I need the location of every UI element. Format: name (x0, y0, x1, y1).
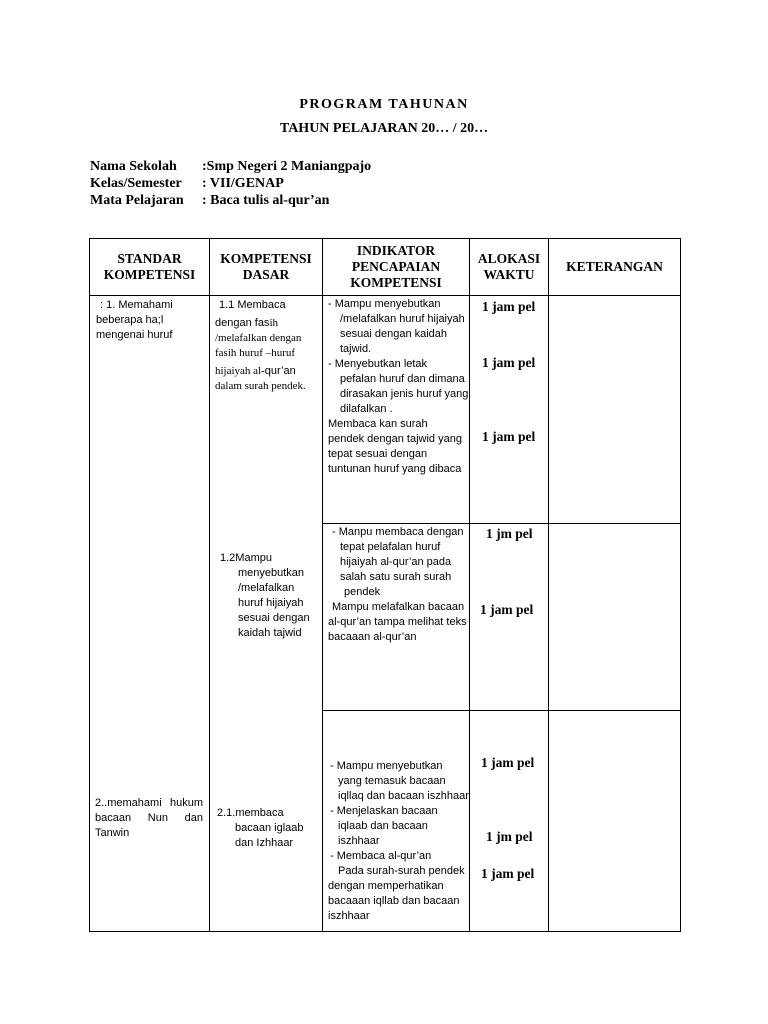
text-fragment: qur’an (264, 365, 296, 377)
text-line (215, 361, 306, 379)
alokasi-value: 1 jam pel (481, 755, 535, 770)
word: bacaan (95, 812, 132, 824)
text-line: Tanwin (95, 827, 130, 839)
table-header-row (90, 239, 681, 296)
text-line: 1.2Mampu (220, 552, 272, 564)
cell-indikator-1 (323, 296, 470, 524)
cell-alokasi-2 (470, 524, 549, 711)
word: Nun (147, 812, 168, 824)
text-line: - Menjelaskan bacaan (330, 805, 438, 817)
header-line: ALOKASI (477, 251, 541, 266)
info-row-subject (90, 192, 371, 209)
alokasi-value: 1 jam pel (482, 355, 536, 370)
info-row-school (90, 158, 371, 175)
cell-indikator-2 (323, 524, 470, 711)
cell-keterangan-3 (549, 711, 681, 932)
alokasi-value: 1 jm pel (486, 526, 533, 541)
text-line: huruf hijaiyah (238, 597, 304, 609)
info-value: :Smp Negeri 2 Maniangpajo (202, 159, 372, 174)
text-line (95, 796, 203, 811)
text-line: - Menyebutkan letak (328, 358, 428, 370)
text-line (215, 313, 306, 331)
text-fragment: dengan fas (215, 317, 270, 329)
header-line: INDIKATOR (356, 243, 436, 258)
info-row-class (90, 175, 371, 192)
info-value: : Baca tulis al-qur’an (202, 193, 330, 208)
text-line: - Membaca al-qur’an (330, 850, 432, 862)
info-label: Mata Pelajaran (90, 193, 184, 208)
text-line: iqlaab dan bacaan (338, 820, 428, 832)
info-value: : VII/GENAP (202, 176, 284, 191)
text-line: tuntunan huruf yang dibaca (328, 463, 462, 475)
text-line: - Mampu menyebutkan (330, 760, 443, 772)
text-line: pefalan huruf dan dimana (340, 373, 465, 385)
text-line: sesuai dengan (238, 612, 310, 624)
cell-alokasi-1 (470, 296, 549, 524)
alokasi-value: 1 jm pel (486, 829, 533, 844)
text-line: - Mampu menyebutkan (328, 298, 441, 310)
text-line: 1.1 Membaca (219, 299, 286, 311)
text-line: dan Izhhaar (235, 837, 294, 849)
document-info (90, 158, 371, 209)
word: hukum (169, 797, 203, 809)
sk1-text (96, 298, 173, 343)
ind1-text (328, 297, 468, 477)
text-line: iszhhaar (338, 835, 380, 847)
header-indikator (323, 239, 470, 296)
info-label: Kelas/Semester (90, 176, 182, 191)
header-line: STANDAR (117, 251, 182, 266)
text-line: dilafalkan . (340, 403, 393, 415)
text-line: tajwid. (340, 343, 372, 355)
table-row (90, 296, 681, 524)
text-fragment: hijaiyah al- (215, 365, 265, 377)
text-line: Mampu melafalkan bacaan (332, 601, 465, 613)
page-subtitle: TAHUN PELAJARAN 20… / 20… (279, 121, 489, 136)
text-line: sesuai dengan kaidah (340, 328, 448, 340)
text-line: dengan memperhatikan (328, 880, 444, 892)
cell-indikator-3 (323, 711, 470, 932)
ind2-text (328, 525, 467, 645)
kd3-text (217, 806, 304, 851)
text-line: salah satu surah surah (340, 571, 452, 583)
text-line (95, 811, 203, 826)
text-line: 2.1.membaca (217, 807, 284, 819)
info-label: Nama Sekolah (90, 159, 177, 174)
kd2-text (220, 551, 310, 641)
text-line: yang temasuk bacaan (338, 775, 446, 787)
text-line: bacaaan al-qur’an (328, 631, 417, 643)
header-standar-kompetensi (90, 239, 210, 296)
text-line: hijaiyah al-qur’an pada (340, 556, 452, 568)
cell-alokasi-3 (470, 711, 549, 932)
text-line: pendek (344, 586, 381, 598)
text-line: iqllaq dan bacaan iszhhaar (338, 790, 469, 802)
header-line: PENCAPAIAN (351, 259, 441, 274)
program-table (89, 238, 681, 932)
text-line: fasih huruf –huruf (215, 347, 296, 359)
alokasi-value: 1 jam pel (480, 602, 534, 617)
header-line: KOMPETENSI (350, 275, 442, 290)
page-title: PROGRAM TAHUNAN (299, 97, 469, 112)
header-kompetensi-dasar (210, 239, 323, 296)
word: dan (184, 812, 203, 824)
text-fragment: ih (269, 317, 278, 329)
text-line: tepat pelafalan huruf (340, 541, 441, 553)
text-line: /melafalkan huruf hijaiyah (340, 313, 465, 325)
text-line: - Manpu membaca dengan (332, 526, 464, 538)
text-line: menyebutkan (238, 567, 305, 579)
text-line: kaidah tajwid (238, 627, 302, 639)
text-line: iszhhaar (328, 910, 370, 922)
text-line: beberapa ha;l (96, 314, 164, 326)
kd1-text (215, 298, 306, 394)
text-line: mengenai huruf (96, 329, 173, 341)
header-alokasi-waktu (470, 239, 549, 296)
cell-kompetensi-dasar (210, 296, 323, 932)
text-line: Pada surah-surah pendek (338, 865, 465, 877)
text-line: dirasakan jenis huruf yang (340, 388, 469, 400)
text-line: /melafalkan (238, 582, 295, 594)
alokasi-value: 1 jam pel (482, 429, 536, 444)
text-line: pendek dengan tajwid yang (328, 433, 462, 445)
text-line: Membaca kan surah (328, 418, 428, 430)
header-line: KOMPETENSI (103, 267, 196, 282)
header-keterangan: KETERANGAN (549, 239, 681, 296)
text-line: /melafalkan dengan (215, 332, 302, 344)
header-line: DASAR (242, 267, 290, 282)
text-line: bacaaan iqllab dan bacaan (328, 895, 460, 907)
text-line: dalam surah pendek. (215, 380, 306, 392)
text-line: tepat sesuai dengan (328, 448, 428, 460)
header-line: KOMPETENSI (220, 251, 312, 266)
alokasi-value: 1 jam pel (482, 299, 536, 314)
ind3-text (328, 759, 469, 924)
cell-keterangan-1 (549, 296, 681, 524)
sk2-text (95, 796, 203, 841)
cell-standar-kompetensi (90, 296, 210, 932)
header-line: WAKTU (483, 267, 535, 282)
text-line: bacaan iglaab (235, 822, 304, 834)
text-line: : 1. Memahami (100, 299, 173, 311)
word: 2..memahami (95, 797, 162, 809)
alokasi-value: 1 jam pel (481, 866, 535, 881)
text-line: al-qur’an tampa melihat teks (328, 616, 467, 628)
cell-keterangan-2 (549, 524, 681, 711)
